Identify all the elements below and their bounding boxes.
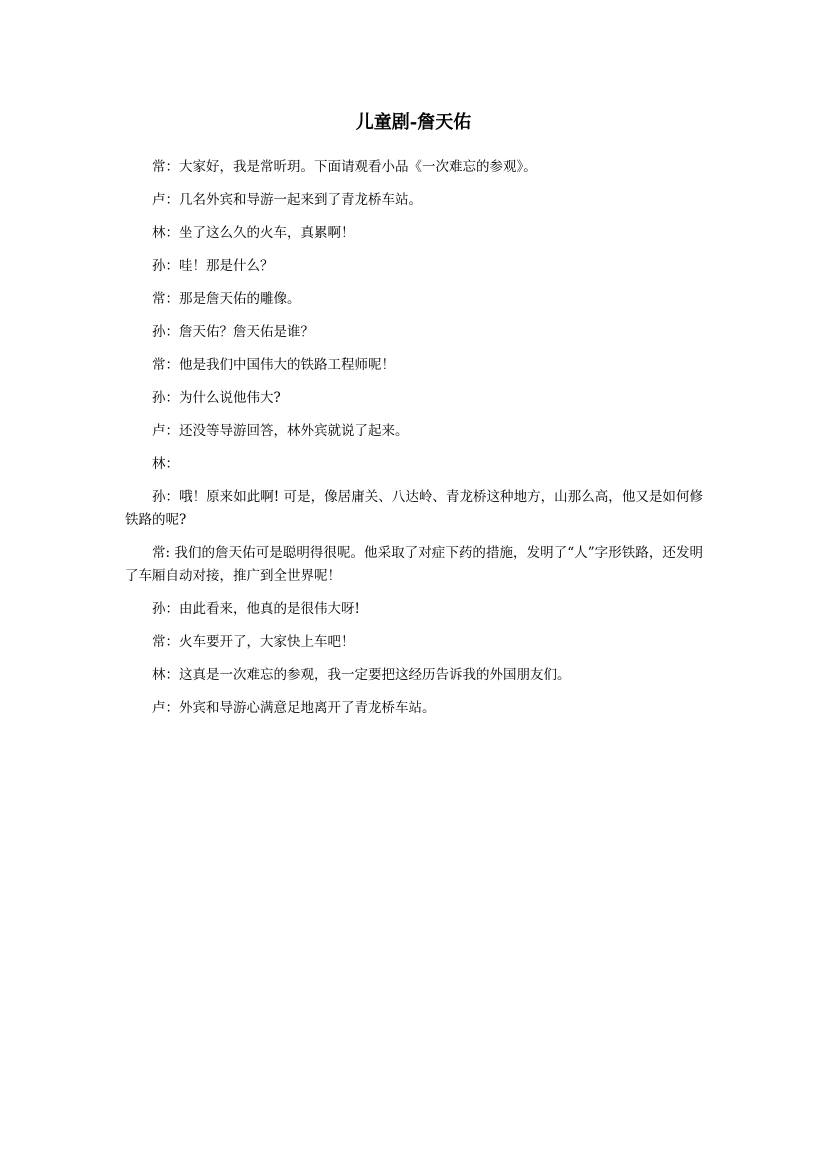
paragraph: 孙：詹天佑？詹天佑是谁？	[152, 324, 314, 340]
paragraph: 常：火车要开了，大家快上车吧！	[152, 634, 355, 650]
paragraph: 卢：几名外宾和导游一起来到了青龙桥车站。	[152, 192, 422, 208]
document-body	[125, 156, 703, 730]
paragraph: 孙：为什么说他伟大?	[152, 390, 281, 406]
paragraph: 孙：哇！那是什么？	[152, 258, 274, 274]
paragraph: 卢：外宾和导游心满意足地离开了青龙桥车站。	[152, 700, 436, 716]
paragraph: 林：	[152, 456, 179, 472]
paragraph: 孙：由此看来，他真的是很伟大呀!	[152, 601, 360, 617]
paragraph: 常：那是詹天佑的雕像。	[152, 291, 301, 307]
paragraph: 林：这真是一次难忘的参观，我一定要把这经历告诉我的外国朋友们。	[152, 667, 571, 683]
paragraph: 常: 我们的詹天佑可是聪明得很呢。他采取了对症下药的措施，发明了“人”字形铁路，还发明了车厢自动对接，推广到全世界呢！	[125, 545, 703, 584]
paragraph: 林：坐了这么久的火车，真累啊！	[152, 225, 355, 241]
paragraph: 卢：还没等导游回答，林外宾就说了起来。	[152, 423, 409, 439]
paragraph: 孙：哦！原来如此啊! 可是，像居庸关、八达岭、青龙桥这种地方，山那么高，他又是如何修铁路的呢?	[125, 489, 703, 528]
document-title: 儿童剧-詹天佑	[355, 112, 472, 133]
paragraph: 常：他是我们中国伟大的铁路工程师呢！	[152, 357, 395, 373]
paragraph: 常：大家好，我是常昕玥。下面请观看小品《一次难忘的参观》。	[152, 159, 537, 175]
